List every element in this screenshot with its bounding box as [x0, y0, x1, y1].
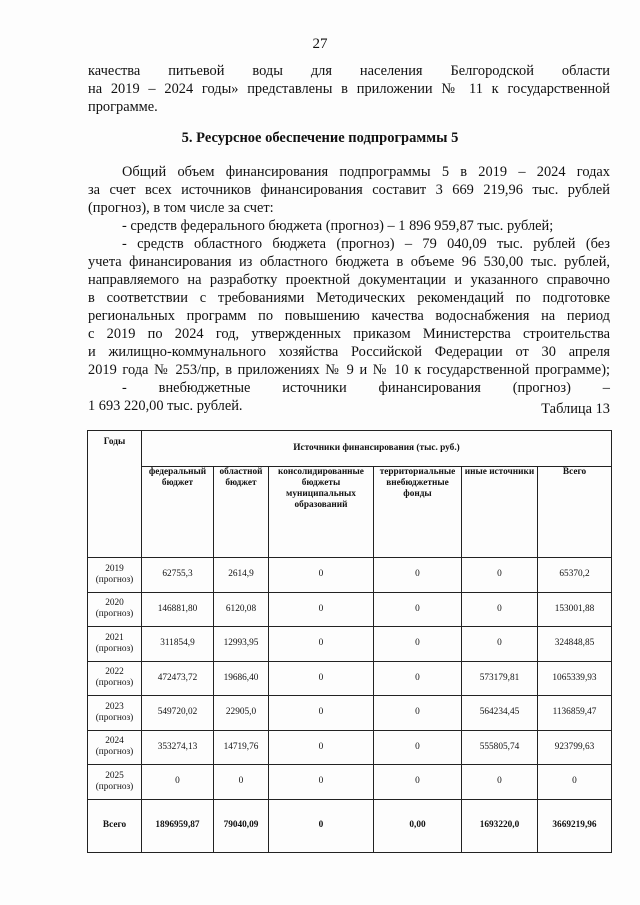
value-cell: 0	[462, 627, 538, 662]
value-cell: 564234,45	[462, 696, 538, 731]
body-line-13: - внебюджетные источники финансирования (прогноз) –	[122, 380, 610, 396]
value-cell: 1065339,93	[538, 661, 612, 696]
value-cell: 549720,02	[142, 696, 214, 731]
year-cell	[88, 661, 142, 696]
year-value: 2022	[105, 667, 124, 678]
value-cell: 19686,40	[214, 661, 269, 696]
year-note: (прогноз)	[95, 747, 134, 758]
value-cell: 0	[214, 765, 269, 800]
table-row	[88, 765, 612, 800]
body-line-7: направляемого на разработку проектной документации и указанного справочно	[88, 272, 610, 288]
year-cell	[88, 592, 142, 627]
value-cell: 2614,9	[214, 558, 269, 593]
value-cell: 0	[374, 696, 462, 731]
year-cell	[88, 696, 142, 731]
body-line-8: в соответствии с требованиями Методических рекомендаций по подготовке	[88, 290, 610, 306]
header-years: Годы	[88, 431, 142, 558]
body-line-2: за счет всех источников финансирования составит 3 669 219,96 тыс. рублей	[88, 182, 610, 198]
header-total: Всего	[538, 467, 612, 558]
body-line-5: - средств областного бюджета (прогноз) – 79 040,09 тыс. рублей (без	[122, 236, 610, 252]
body-line-10: с 2019 по 2024 год, утвержденных приказом Министерства строительства	[88, 326, 610, 342]
value-cell: 0	[374, 765, 462, 800]
total-cell: 0	[269, 799, 374, 852]
value-cell: 6120,08	[214, 592, 269, 627]
header-federal: федеральный бюджет	[142, 467, 214, 558]
year-value: 2025	[105, 770, 124, 781]
total-cell: 1896959,87	[142, 799, 214, 852]
header-sources-group: Источники финансирования (тыс. руб.)	[142, 431, 612, 467]
value-cell: 0	[538, 765, 612, 800]
table-row	[88, 558, 612, 593]
value-cell: 0	[462, 592, 538, 627]
year-note: (прогноз)	[95, 712, 134, 723]
value-cell: 353274,13	[142, 730, 214, 765]
value-cell: 0	[374, 627, 462, 662]
total-cell: 1693220,0	[462, 799, 538, 852]
value-cell: 12993,95	[214, 627, 269, 662]
value-cell: 0	[269, 661, 374, 696]
value-cell: 0	[269, 592, 374, 627]
intro-line-3: программе.	[88, 99, 158, 115]
year-note: (прогноз)	[95, 781, 134, 792]
value-cell: 0	[142, 765, 214, 800]
header-territorial-funds: территориальные внебюджетные фонды	[374, 467, 462, 558]
value-cell: 311854,9	[142, 627, 214, 662]
value-cell: 62755,3	[142, 558, 214, 593]
value-cell: 0	[374, 730, 462, 765]
table-total-row	[88, 799, 612, 852]
value-cell: 0	[374, 592, 462, 627]
section-title: 5. Ресурсное обеспечение подпрограммы 5	[181, 130, 459, 146]
header-municipal: консолидированные бюджеты муниципальных образований	[269, 467, 374, 558]
value-cell: 472473,72	[142, 661, 214, 696]
body-line-11: и жилищно-коммунального хозяйства Российской Федерации от 30 апреля	[88, 344, 610, 360]
intro-line-1: качества питьевой воды для населения Белгородской области	[88, 63, 610, 79]
body-line-14: 1 693 220,00 тыс. рублей.	[88, 398, 243, 414]
year-value: 2019	[105, 563, 124, 574]
year-value: 2023	[105, 701, 124, 712]
body-line-6: учета финансирования из областного бюджета в объеме 96 530,00 тыс. рублей,	[88, 254, 610, 270]
value-cell: 0	[374, 661, 462, 696]
body-line-3: (прогноз), в том числе за счет:	[88, 200, 274, 216]
year-value: 2024	[105, 736, 124, 747]
body-line-9: региональных программ по повышению качества водоснабжения на период	[88, 308, 610, 324]
year-value: 2020	[105, 598, 124, 609]
year-value: 2021	[105, 632, 124, 643]
value-cell: 555805,74	[462, 730, 538, 765]
total-label: Всего	[88, 799, 142, 852]
body-line-4: - средств федерального бюджета (прогноз) – 1 896 959,87 тыс. рублей;	[122, 218, 554, 234]
table-row	[88, 730, 612, 765]
value-cell: 0	[269, 730, 374, 765]
total-cell: 0,00	[374, 799, 462, 852]
year-cell	[88, 765, 142, 800]
body-line-1: Общий объем финансирования подпрограммы 5 в 2019 – 2024 годах	[122, 164, 610, 180]
financing-table	[87, 430, 612, 853]
table-row	[88, 696, 612, 731]
table-label: Таблица 13	[541, 401, 610, 417]
year-note: (прогноз)	[95, 609, 134, 620]
body-line-12: 2019 года № 253/пр, в приложениях № 9 и № 10 к государственной программе);	[88, 362, 610, 378]
value-cell: 1136859,47	[538, 696, 612, 731]
table-row	[88, 592, 612, 627]
year-cell	[88, 627, 142, 662]
value-cell: 153001,88	[538, 592, 612, 627]
value-cell: 573179,81	[462, 661, 538, 696]
total-cell: 3669219,96	[538, 799, 612, 852]
value-cell: 0	[462, 765, 538, 800]
value-cell: 22905,0	[214, 696, 269, 731]
year-cell	[88, 558, 142, 593]
header-regional: областной бюджет	[214, 467, 269, 558]
intro-line-2: на 2019 – 2024 годы» представлены в приложении № 11 к государственной	[88, 81, 610, 97]
value-cell: 0	[374, 558, 462, 593]
value-cell: 14719,76	[214, 730, 269, 765]
table-row	[88, 661, 612, 696]
value-cell: 146881,80	[142, 592, 214, 627]
header-other: иные источники	[462, 467, 538, 558]
page-number: 27	[312, 36, 328, 52]
total-cell: 79040,09	[214, 799, 269, 852]
value-cell: 0	[269, 696, 374, 731]
value-cell: 0	[269, 765, 374, 800]
value-cell: 0	[269, 627, 374, 662]
value-cell: 0	[269, 558, 374, 593]
year-cell	[88, 730, 142, 765]
value-cell: 324848,85	[538, 627, 612, 662]
table-row	[88, 627, 612, 662]
value-cell: 65370,2	[538, 558, 612, 593]
year-note: (прогноз)	[95, 643, 134, 654]
year-note: (прогноз)	[95, 678, 134, 689]
value-cell: 0	[462, 558, 538, 593]
year-note: (прогноз)	[95, 574, 134, 585]
value-cell: 923799,63	[538, 730, 612, 765]
